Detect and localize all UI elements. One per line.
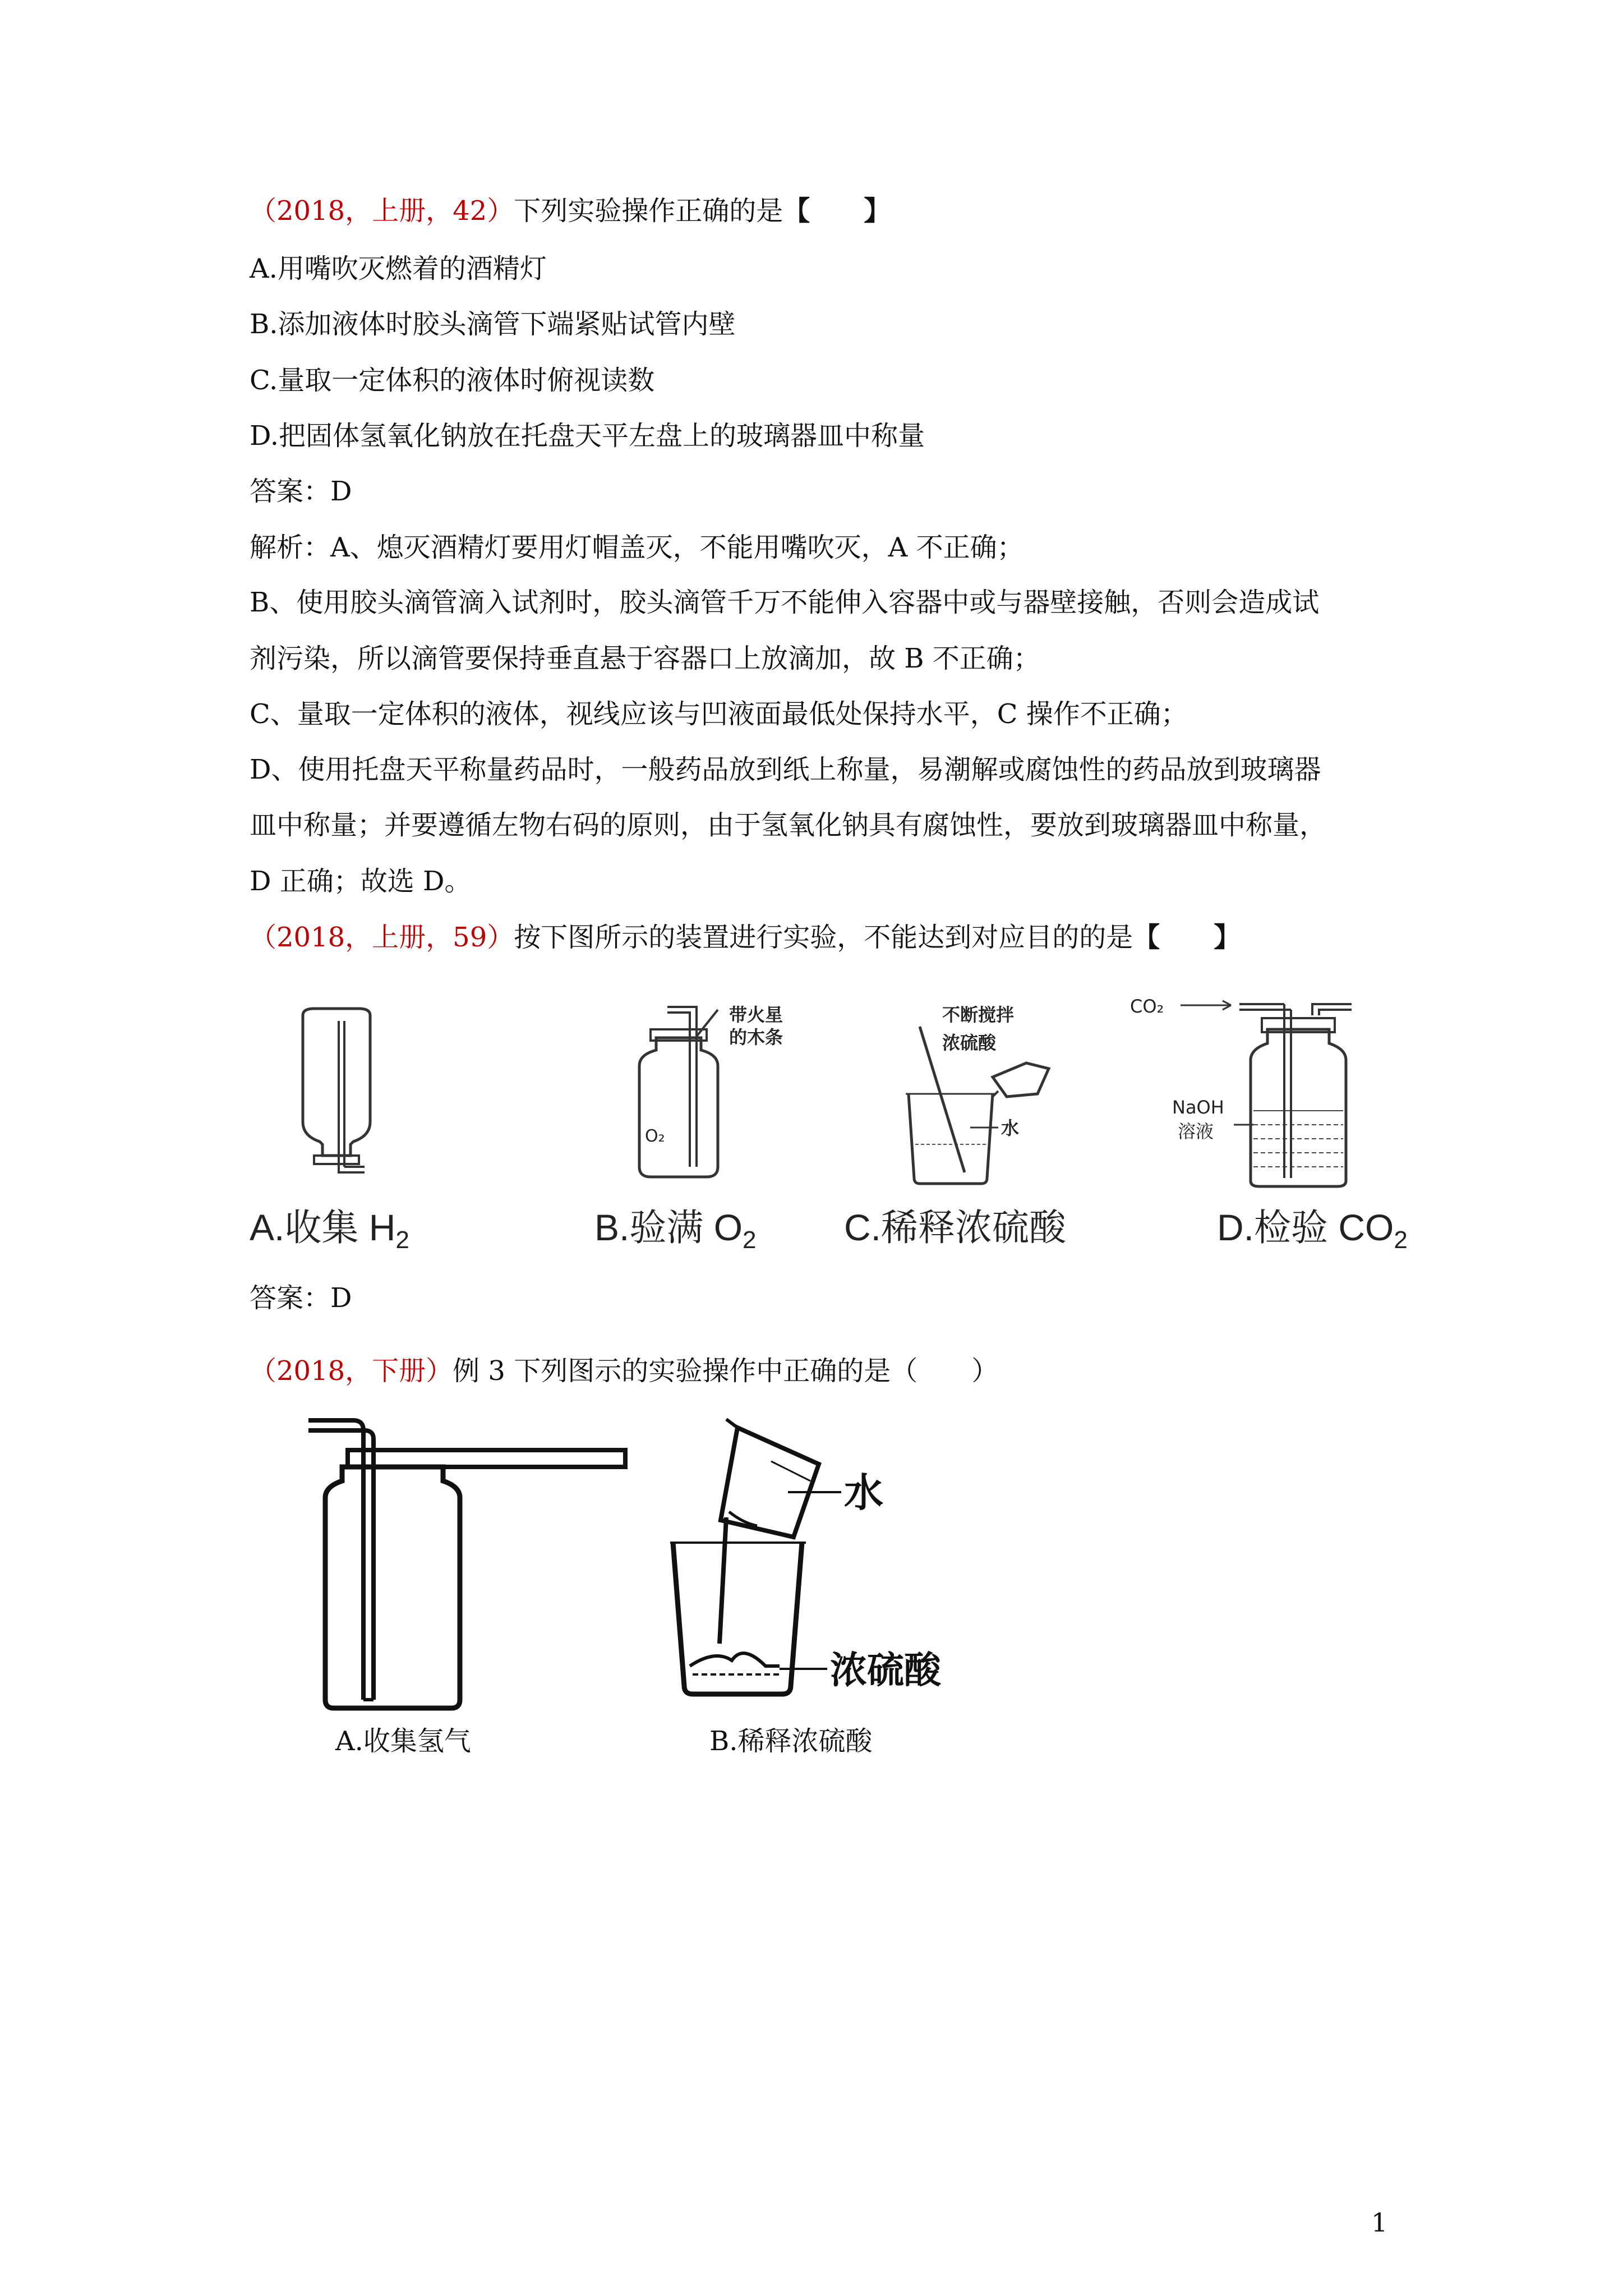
- q2-fig-c-label: C.稀释浓硫酸: [844, 1207, 1066, 1248]
- q2-fig-c-beaker: [886, 999, 1088, 1189]
- q1-analysis-line: B、使用胶头滴管滴入试剂时，胶头滴管千万不能伸入容器中或与器壁接触，否则会造成试: [250, 587, 1320, 618]
- q2-fig-a-label-sub: 2: [395, 1226, 409, 1254]
- q2-fig-d-wash-bottle: [1127, 993, 1363, 1195]
- q2-fig-b-label-sub: 2: [743, 1226, 757, 1254]
- q2-source: （2018，上册，59）: [250, 922, 514, 953]
- q1-analysis-line: C、量取一定体积的液体，视线应该与凹液面最低处保持水平，C 操作不正确；: [250, 698, 1188, 730]
- q2-fig-c-text3: 水: [1001, 1117, 1020, 1139]
- q2-bracket: 【 】: [1133, 922, 1241, 953]
- q1-analysis-line: D、使用托盘天平称量药品时，一般药品放到纸上称量，易潮解或腐蚀性的药品放到玻璃器: [250, 754, 1321, 785]
- q2-fig-a-label-text: A.收集 H: [250, 1207, 396, 1248]
- q1-option-b: B.添加液体时胶头滴管下端紧贴试管内壁: [250, 309, 736, 340]
- q1-stem-line: [250, 194, 891, 228]
- q3-fig-b-text2: 浓硫酸: [830, 1649, 941, 1692]
- q2-fig-d-label-text: D.检验 CO: [1217, 1207, 1394, 1248]
- q2-fig-b-text1: 带火星: [729, 1004, 783, 1025]
- q1-analysis-line: 皿中称量；并要遵循左物右码的原则，由于氢氧化钠具有腐蚀性，要放到玻璃器皿中称量，: [250, 809, 1327, 841]
- q2-fig-c-text2: 浓硫酸: [942, 1032, 997, 1053]
- q2-fig-b-label: [594, 1198, 757, 1254]
- q2-fig-b-flask-label: O₂: [645, 1126, 665, 1146]
- q2-fig-d-label-sub: 2: [1394, 1226, 1408, 1254]
- q1-bracket: 【 】: [783, 195, 891, 227]
- q1-analysis-line: 剂污染，所以滴管要保持垂直悬于容器口上放滴加，故 B 不正确；: [250, 643, 1040, 674]
- q3-fig-a-gas-bottle: [303, 1408, 662, 1717]
- q2-answer: 答案：D: [250, 1282, 352, 1314]
- q3-fig-a-caption: A.收集氢气: [335, 1726, 471, 1757]
- q2-fig-c-text1: 不断搅拌: [942, 1004, 1015, 1025]
- q2-fig-d-label: [1217, 1198, 1408, 1254]
- q2-fig-b-text2: 的木条: [729, 1027, 783, 1048]
- q1-option-a: A.用嘴吹灭燃着的酒精灯: [250, 253, 547, 284]
- q1-stem: 下列实验操作正确的是: [514, 195, 783, 227]
- q2-fig-d-co2-text: CO₂: [1130, 996, 1164, 1017]
- q2-fig-a-label: [250, 1198, 409, 1254]
- q1-analysis-line: D 正确；故选 D。: [250, 866, 472, 897]
- q1-answer: 答案：D: [250, 476, 352, 507]
- q3-source: （2018，下册）: [250, 1355, 453, 1387]
- q3-fig-b-text1: 水: [844, 1470, 883, 1516]
- q2-fig-d-text1: NaOH: [1172, 1097, 1224, 1118]
- q2-fig-b-gas-bottle: [606, 999, 819, 1184]
- q1-option-c: C.量取一定体积的液体时俯视读数: [250, 365, 655, 396]
- q2-stem: 按下图所示的装置进行实验，不能达到对应目的的是: [514, 922, 1133, 953]
- q1-option-d: D.把固体氢氧化钠放在托盘天平左盘上的玻璃器皿中称量: [250, 420, 925, 452]
- q3-fig-b-beakers: [659, 1402, 995, 1722]
- q2-fig-a-inverted-bottle: [280, 1004, 393, 1184]
- q2-stem-line: [250, 920, 1241, 955]
- q3-fig-b-caption: B.稀释浓硫酸: [709, 1726, 873, 1757]
- q3-stem-line: [250, 1354, 998, 1388]
- page-number: 1: [1371, 2207, 1388, 2238]
- q2-fig-d-text2: 溶液: [1178, 1121, 1214, 1142]
- q1-source: （2018，上册，42）: [250, 195, 514, 227]
- q2-fig-b-label-text: B.验满 O: [594, 1207, 743, 1248]
- q1-analysis-line: 解析：A、熄灭酒精灯要用灯帽盖灭，不能用嘴吹灭，A 不正确；: [250, 532, 1024, 563]
- q3-stem: 例 3 下列图示的实验操作中正确的是（ ）: [453, 1355, 999, 1387]
